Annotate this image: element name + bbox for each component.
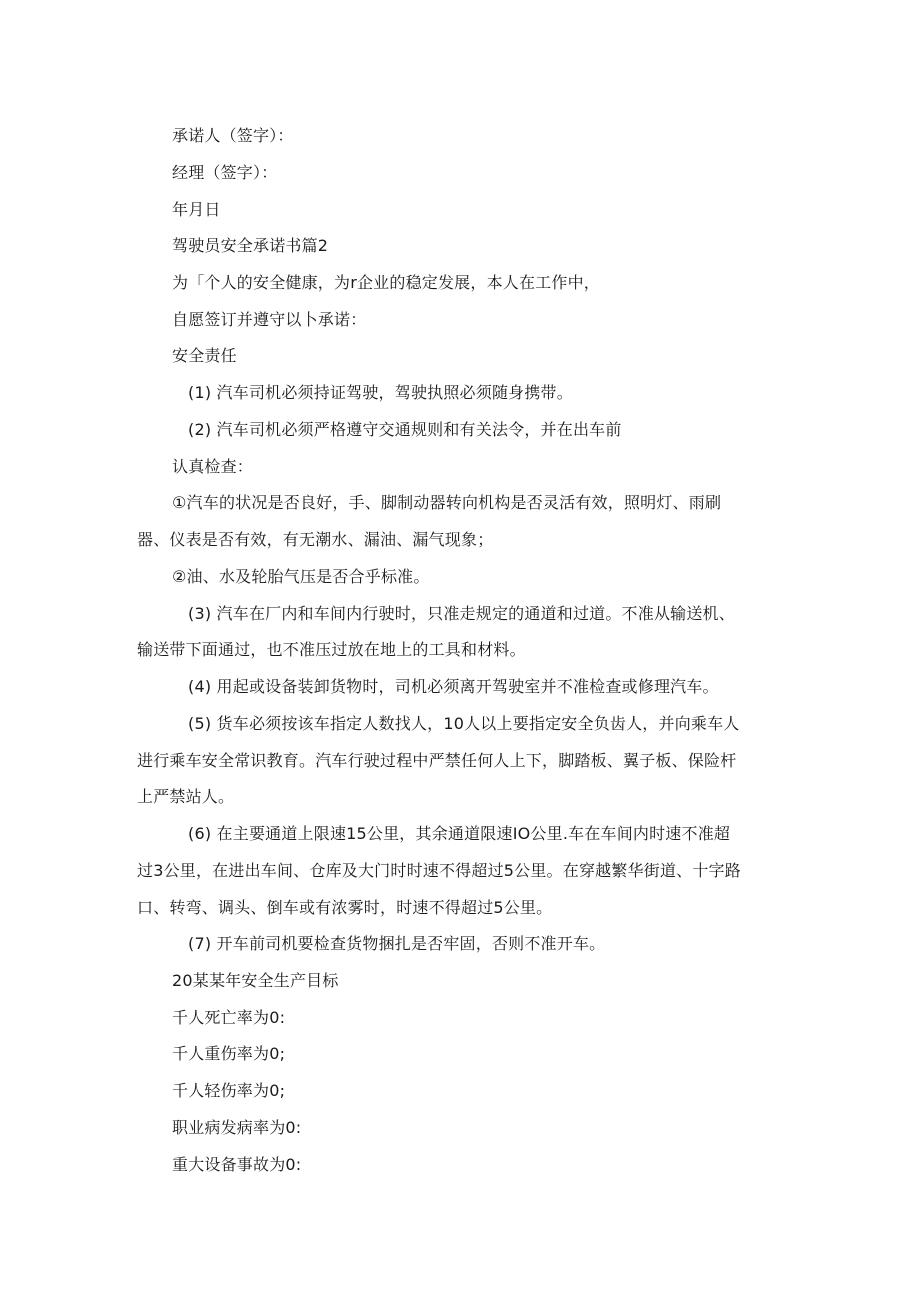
subitem-1-line-2: 器、仪表是否有效，有无潮水、漏油、漏气现象； [137, 530, 494, 549]
signer-line: 承诺人（签字）： [172, 126, 294, 145]
goal-2: 千人重伤率为0; [172, 1044, 286, 1063]
subitem-1-line-1: ①汽车的状况是否良好，手、脚制动器转向机构是否灵活有效，照明灯、雨刷 [172, 493, 722, 512]
item-6-line-2: 过3公里，在进出车间、仓库及大门时时速不得超过5公里。在穿越繁华街道、十字路 [137, 861, 741, 880]
item-4: (4) 用起或设备装卸货物时，司机必须离开驾驶室并不准检查或修理汽车。 [188, 677, 719, 696]
item-5-line-2: 进行乘车安全常识教育。汽车行驶过程中严禁任何人上下，脚踏板、翼子板、保险杆 [137, 751, 737, 770]
intro-line-1: 为「个人的安全健康，为r企业的稳定发展，本人在工作中， [172, 273, 600, 292]
goal-4: 职业病发病率为0: [172, 1118, 302, 1137]
manager-line: 经理（签字）： [172, 163, 278, 182]
goal-1: 千人死亡率为0: [172, 1008, 286, 1027]
section-title: 安全责任 [172, 346, 237, 365]
item-2-line-1: (2) 汽车司机必须严格遵守交通规则和有关法令，并在出车前 [188, 420, 622, 439]
date-line: 年月日 [172, 200, 221, 219]
item-7: (7) 开车前司机要检查货物捆扎是否牢固，否则不准开车。 [188, 934, 606, 953]
item-6-line-3: 口、转弯、调头、倒车或有浓雾时，时速不得超过5公里。 [137, 898, 553, 917]
item-6-line-1: (6) 在主要通道上限速15公里，其余通道限速IO公里.车在车间内时速不准超 [188, 824, 731, 843]
document-heading: 驾驶员安全承诺书篇2 [172, 236, 329, 255]
item-3-line-1: (3) 汽车在厂内和车间内行驶时，只准走规定的通道和过道。不准从输送机、 [188, 604, 735, 623]
item-5-line-1: (5) 货车必须按该车指定人数找人，10人以上要指定安全负齿人，并向乘车人 [188, 714, 740, 733]
item-2-line-2: 认真检查： [172, 457, 254, 476]
goal-3: 千人轻伤率为0; [172, 1081, 286, 1100]
subitem-2: ②油、水及轮胎气压是否合乎标准。 [172, 567, 430, 586]
goal-title: 20某某年安全生产目标 [172, 971, 339, 990]
item-3-line-2: 输送带下面通过，也不准压过放在地上的工具和材料。 [137, 640, 526, 659]
item-5-line-3: 上严禁站人。 [137, 787, 235, 806]
goal-5: 重大设备事故为0: [172, 1155, 302, 1174]
intro-line-2: 自愿签订并遵守以卜承诺： [172, 310, 367, 329]
item-1: (1) 汽车司机必须持证驾驶，驾驶执照必须随身携带。 [188, 383, 573, 402]
